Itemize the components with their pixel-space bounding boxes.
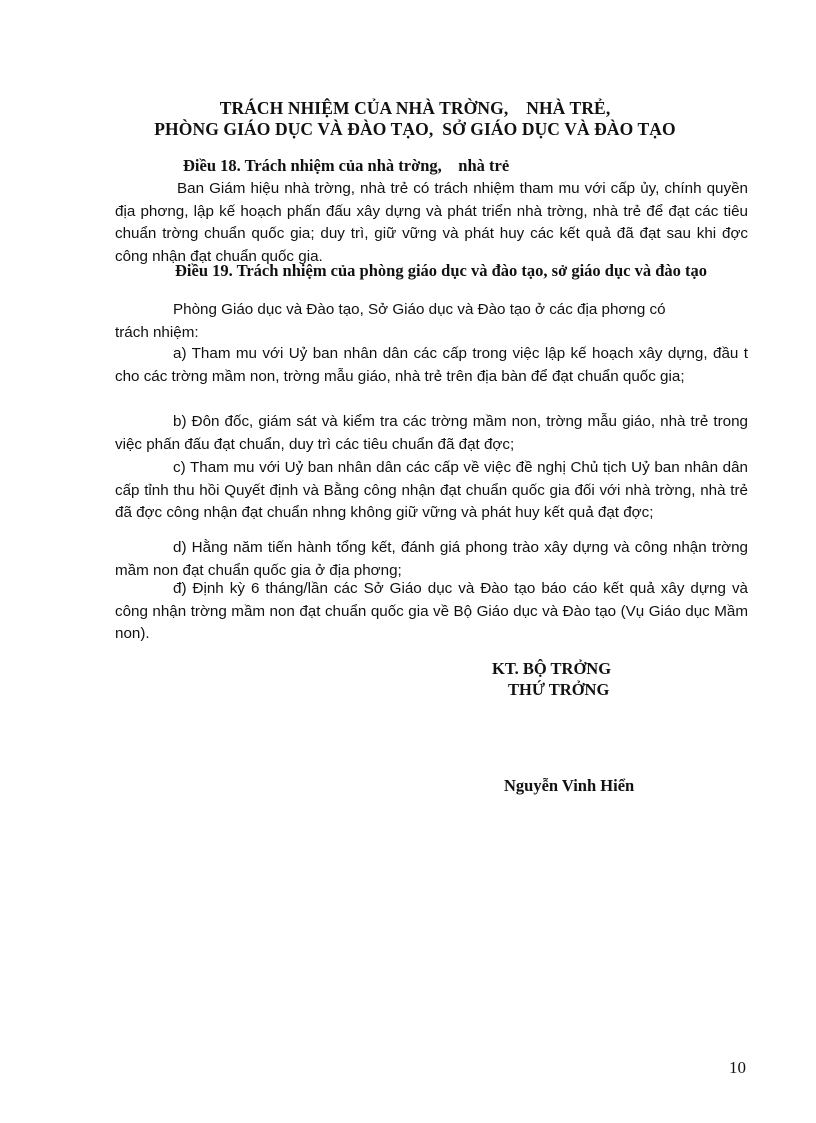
signer-name: Nguyễn Vinh Hiển xyxy=(504,776,635,795)
article-18-title: Điều 18. Trách nhiệm của nhà trờng, nhà trẻ xyxy=(183,156,510,175)
signature-title: KT. BỘ TRỞNG xyxy=(492,659,612,678)
article-18-body: Ban Giám hiệu nhà trờng, nhà trẻ có trách nhiệm tham mu với cấp ủy, chính quyền địa phơng, lập kế hoạch phấn đấu xây dựng và phát triển nhà trờng, nhà trẻ để đạt các tiêu chuẩn trờng chuẩn quốc gia; duy trì, giữ vững và phát huy các kết quả đã đạt sau khi đợc công nhận đạt chuẩn quốc gia. xyxy=(115,180,748,265)
section-heading xyxy=(100,98,730,140)
signature-subtitle: THỨ TRỞNG xyxy=(508,680,610,699)
section-heading-line-2: PHÒNG GIÁO DỤC VÀ ĐÀO TẠO, SỞ GIÁO DỤC VÀ ĐÀO TẠO xyxy=(154,119,676,139)
article-19-intro xyxy=(115,299,748,344)
article-19-title: Điều 19. Trách nhiệm của phòng giáo dục và đào tạo, sở giáo dục và đào tạo xyxy=(175,261,708,280)
article-19-item-b: b) Đôn đốc, giám sát và kiểm tra các trờng mầm non, trờng mẫu giáo, nhà trẻ trong việc phấn đấu đạt chuẩn, duy trì các tiêu chuẩn đã đạt đợc; xyxy=(115,413,748,453)
article-19-item-dd: đ) Định kỳ 6 tháng/lần các Sở Giáo dục và Đào tạo báo cáo kết quả xây dựng và công nhận trờng mầm non đạt chuẩn quốc gia về Bộ Giáo dục và Đào tạo (Vụ Giáo dục Mầm non). xyxy=(115,580,748,643)
article-19-item-a: a) Tham mu với Uỷ ban nhân dân các cấp trong việc lập kế hoạch xây dựng, đầu t cho các trờng mầm non, trờng mẫu giáo, nhà trẻ trên địa bàn để đạt chuẩn quốc gia; xyxy=(115,345,748,385)
article-19-intro-line-2: trách nhiệm: xyxy=(115,323,199,341)
section-heading-line-1: TRÁCH NHIỆM CỦA NHÀ TRỜNG, NHÀ TRẺ, xyxy=(219,98,611,118)
article-19-intro-line-1: Phòng Giáo dục và Đào tạo, Sở Giáo dục và Đào tạo ở các địa phơng có xyxy=(173,301,666,318)
article-19-item-c: c) Tham mu với Uỷ ban nhân dân các cấp về việc đề nghị Chủ tịch Uỷ ban nhân dân cấp tỉnh thu hồi Quyết định và Bằng công nhận đạt chuẩn quốc gia đối với nhà trờng, nhà trẻ đã đợc công nhận đạt chuẩn nhng không giữ vững và phát huy kết quả đạt đợc; xyxy=(115,459,748,522)
page-number: 10 xyxy=(729,1058,746,1077)
article-19-item-d: d) Hằng năm tiến hành tổng kết, đánh giá phong trào xây dựng và công nhận trờng mầm non đạt chuẩn quốc gia ở địa phơng; xyxy=(115,539,748,579)
